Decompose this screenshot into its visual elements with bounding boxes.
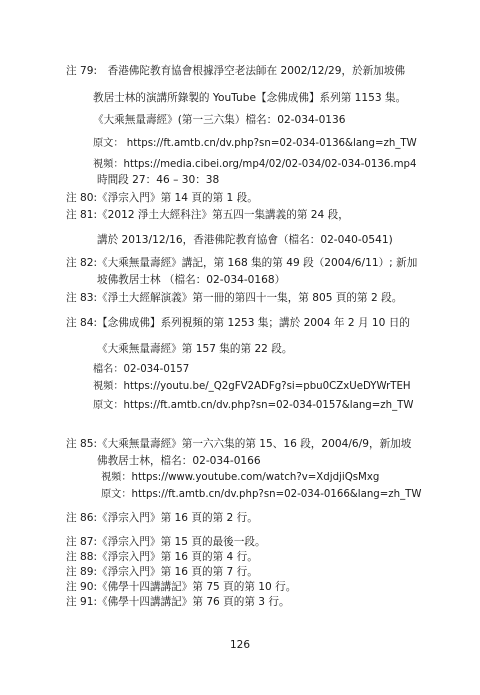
note-79-line-3: 《大乘無量壽經》(第一三六集）檔名：02-034-0136 xyxy=(93,114,346,126)
note-86-line-1: 注 86:《淨宗入門》第 16 頁的第 2 行。 xyxy=(66,512,258,524)
note-79-line-5: 視頻：https://media.cibei.org/mp4/02/02-034/02-034-0136.mp4 xyxy=(93,159,417,170)
note-81-line-1: 注 81:《2012 淨土大經科注》第五四一集講義的第 24 段， xyxy=(66,209,349,221)
note-85-line-2: 佛教居士林，檔名：02-034-0166 xyxy=(97,455,261,467)
note-84-line-2: 《大乘無量壽經》第 157 集的第 22 段。 xyxy=(97,343,293,355)
note-91-line-1: 注 91:《佛學十四講講記》第 76 頁的第 3 行。 xyxy=(66,596,290,608)
note-79-line-2: 教居士林的演講所錄製的 YouTube【念佛成佛】系列第 1153 集。 xyxy=(93,92,407,104)
note-90-line-1: 注 90:《佛學十四講講記》第 75 頁的第 10 行。 xyxy=(66,581,297,593)
note-84-line-4: 視頻：https://youtu.be/_Q2gFV2ADFg?si=pbu0CZxUeDYWrTEH xyxy=(93,381,411,392)
note-80-line-1: 注 80:《淨宗入門》第 14 頁的第 1 段。 xyxy=(66,192,258,204)
page-number: 126 xyxy=(229,639,251,651)
note-85-line-4: 原文：https://ft.amtb.cn/dv.php?sn=02-034-0166&lang=zh_TW xyxy=(101,489,422,500)
note-84-line-1: 注 84:【念佛成佛】系列視頻的第 1253 集；講於 2004 年 2 月 10 日的 xyxy=(66,317,410,329)
note-79-line-4: 原文： https://ft.amtb.cn/dv.php?sn=02-034-0136&lang=zh_TW xyxy=(93,138,417,149)
note-82-line-1: 注 82:《大乘無量壽經》講記，第 168 集的第 49 段（2004/6/11）; 新加 xyxy=(66,257,418,269)
note-85-line-3: 視頻：https://www.youtube.com/watch?v=XdjdjiQsMxg xyxy=(101,472,380,483)
note-87-line-1: 注 87:《淨宗入門》第 15 頁的最後一段。 xyxy=(66,536,266,548)
note-81-line-2: 講於 2013/12/16，香港佛陀教育協會（檔名：02-040-0541) xyxy=(97,234,393,246)
note-89-line-1: 注 89:《淨宗入門》第 16 頁的第 7 行。 xyxy=(66,566,258,578)
note-83-line-1: 注 83:《淨土大經解演義》第一冊的第四十一集，第 805 頁的第 2 段。 xyxy=(66,292,403,304)
note-85-line-1: 注 85:《大乘無量壽經》第一六六集的第 15、16 段，2004/6/9，新加坡 xyxy=(66,438,412,450)
note-82-line-2: 坡佛教居士林 （檔名：02-034-0168） xyxy=(97,274,286,286)
note-79-line-6: 時間段 27：46 – 30：38 xyxy=(97,174,220,186)
note-84-line-3: 檔名：02-034-0157 xyxy=(93,364,190,375)
note-88-line-1: 注 88:《淨宗入門》第 16 頁的第 4 行。 xyxy=(66,551,258,563)
note-84-line-5: 原文：https://ft.amtb.cn/dv.php?sn=02-034-0157&lang=zh_TW xyxy=(93,400,414,411)
note-79-line-1: 注 79: 香港佛陀教育協會根據淨空老法師在 2002/12/29，於新加坡佛 xyxy=(66,65,406,77)
